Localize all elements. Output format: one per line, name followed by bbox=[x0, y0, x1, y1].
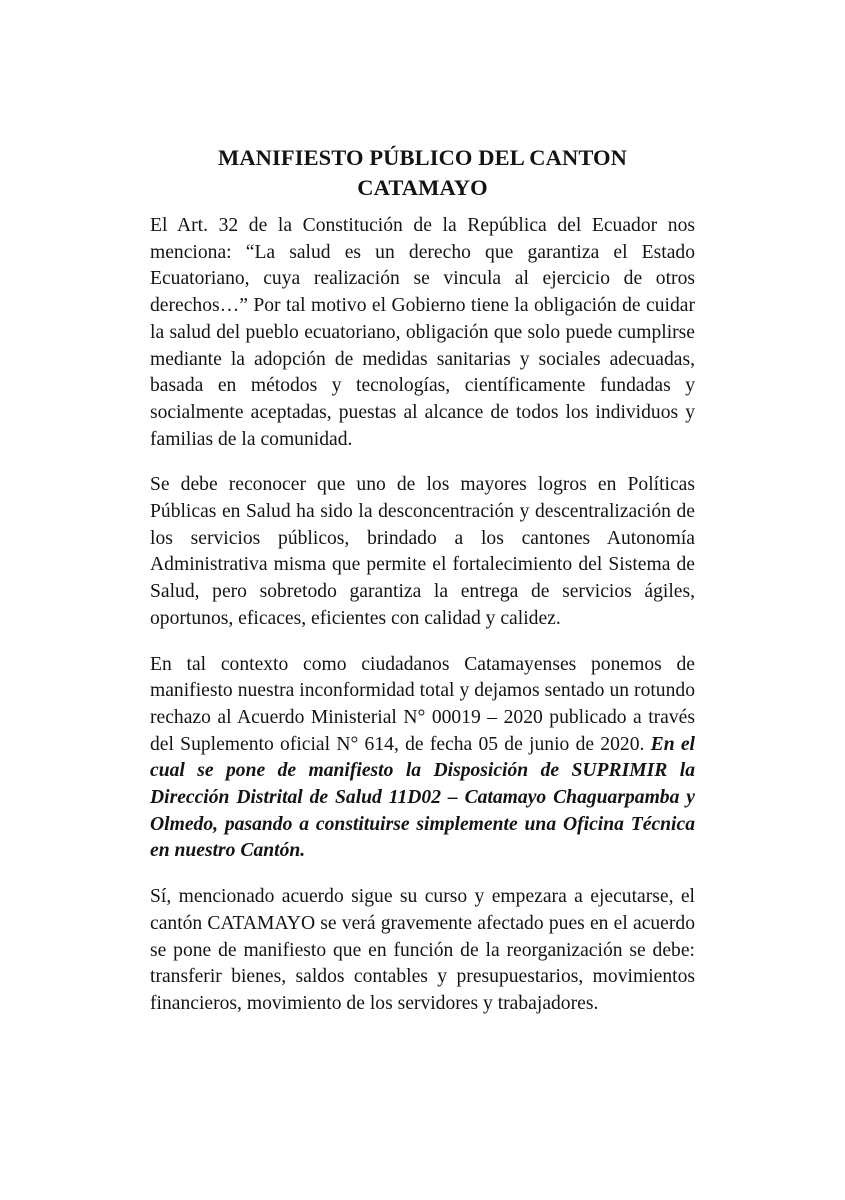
paragraph-2: Se debe reconocer que uno de los mayores logros en Políticas Públicas en Salud ha sido la desconcentración y descentralización de los servicios públicos, brindado a los cantones Autonomía Administrativa misma que permite el fortalecimiento del Sistema de Salud, pero sobretodo garantiza la entrega de servicios ágiles, oportunos, eficaces, eficientes con calidad y calidez. bbox=[150, 474, 695, 629]
paragraph-3-emphasis: En el cual se pone de manifiesto la Disposición de SUPRIMIR la Dirección Distrital de Salud 11D02 – Catamayo Chaguarpamba y Olmedo, pasando a constituirse simplemente una Oficina Técnica en nuestro Cantón. bbox=[150, 733, 695, 862]
document-page bbox=[150, 143, 695, 1037]
title-line-1: MANIFIESTO PÚBLICO DEL CANTON bbox=[217, 145, 628, 170]
document-title bbox=[150, 143, 695, 203]
paragraph-4: Sí, mencionado acuerdo sigue su curso y empezara a ejecutarse, el cantón CATAMAYO se verá gravemente afectado pues en el acuerdo se pone de manifiesto que en función de la reorganización se debe: transferir bienes, saldos contables y presupuestarios, movimientos financieros, movimiento de los servidores y trabajadores. bbox=[150, 886, 695, 1014]
paragraph-3 bbox=[150, 652, 695, 866]
title-line-2: CATAMAYO bbox=[357, 175, 488, 200]
paragraph-3-text: En tal contexto como ciudadanos Catamayenses ponemos de manifiesto nuestra inconformidad total y dejamos sentado un rotundo rechazo al Acuerdo Ministerial N° 00019 – 2020 publicado a través del Suplemento oficial N° 614, de fecha 05 de junio de 2020. bbox=[150, 653, 695, 755]
paragraph-1: El Art. 32 de la Constitución de la República del Ecuador nos menciona: “La salud es un derecho que garantiza el Estado Ecuatoriano, cuya realización se vincula al ejercicio de otros derechos…” Por tal motivo el Gobierno tiene la obligación de cuidar la salud del pueblo ecuatoriano, obligación que solo puede cumplirse mediante la adopción de medidas sanitarias y sociales adecuadas, basada en métodos y tecnologías, científicamente fundadas y socialmente aceptadas, puestas al alcance de todos los individuos y familias de la comunidad. bbox=[150, 215, 695, 450]
